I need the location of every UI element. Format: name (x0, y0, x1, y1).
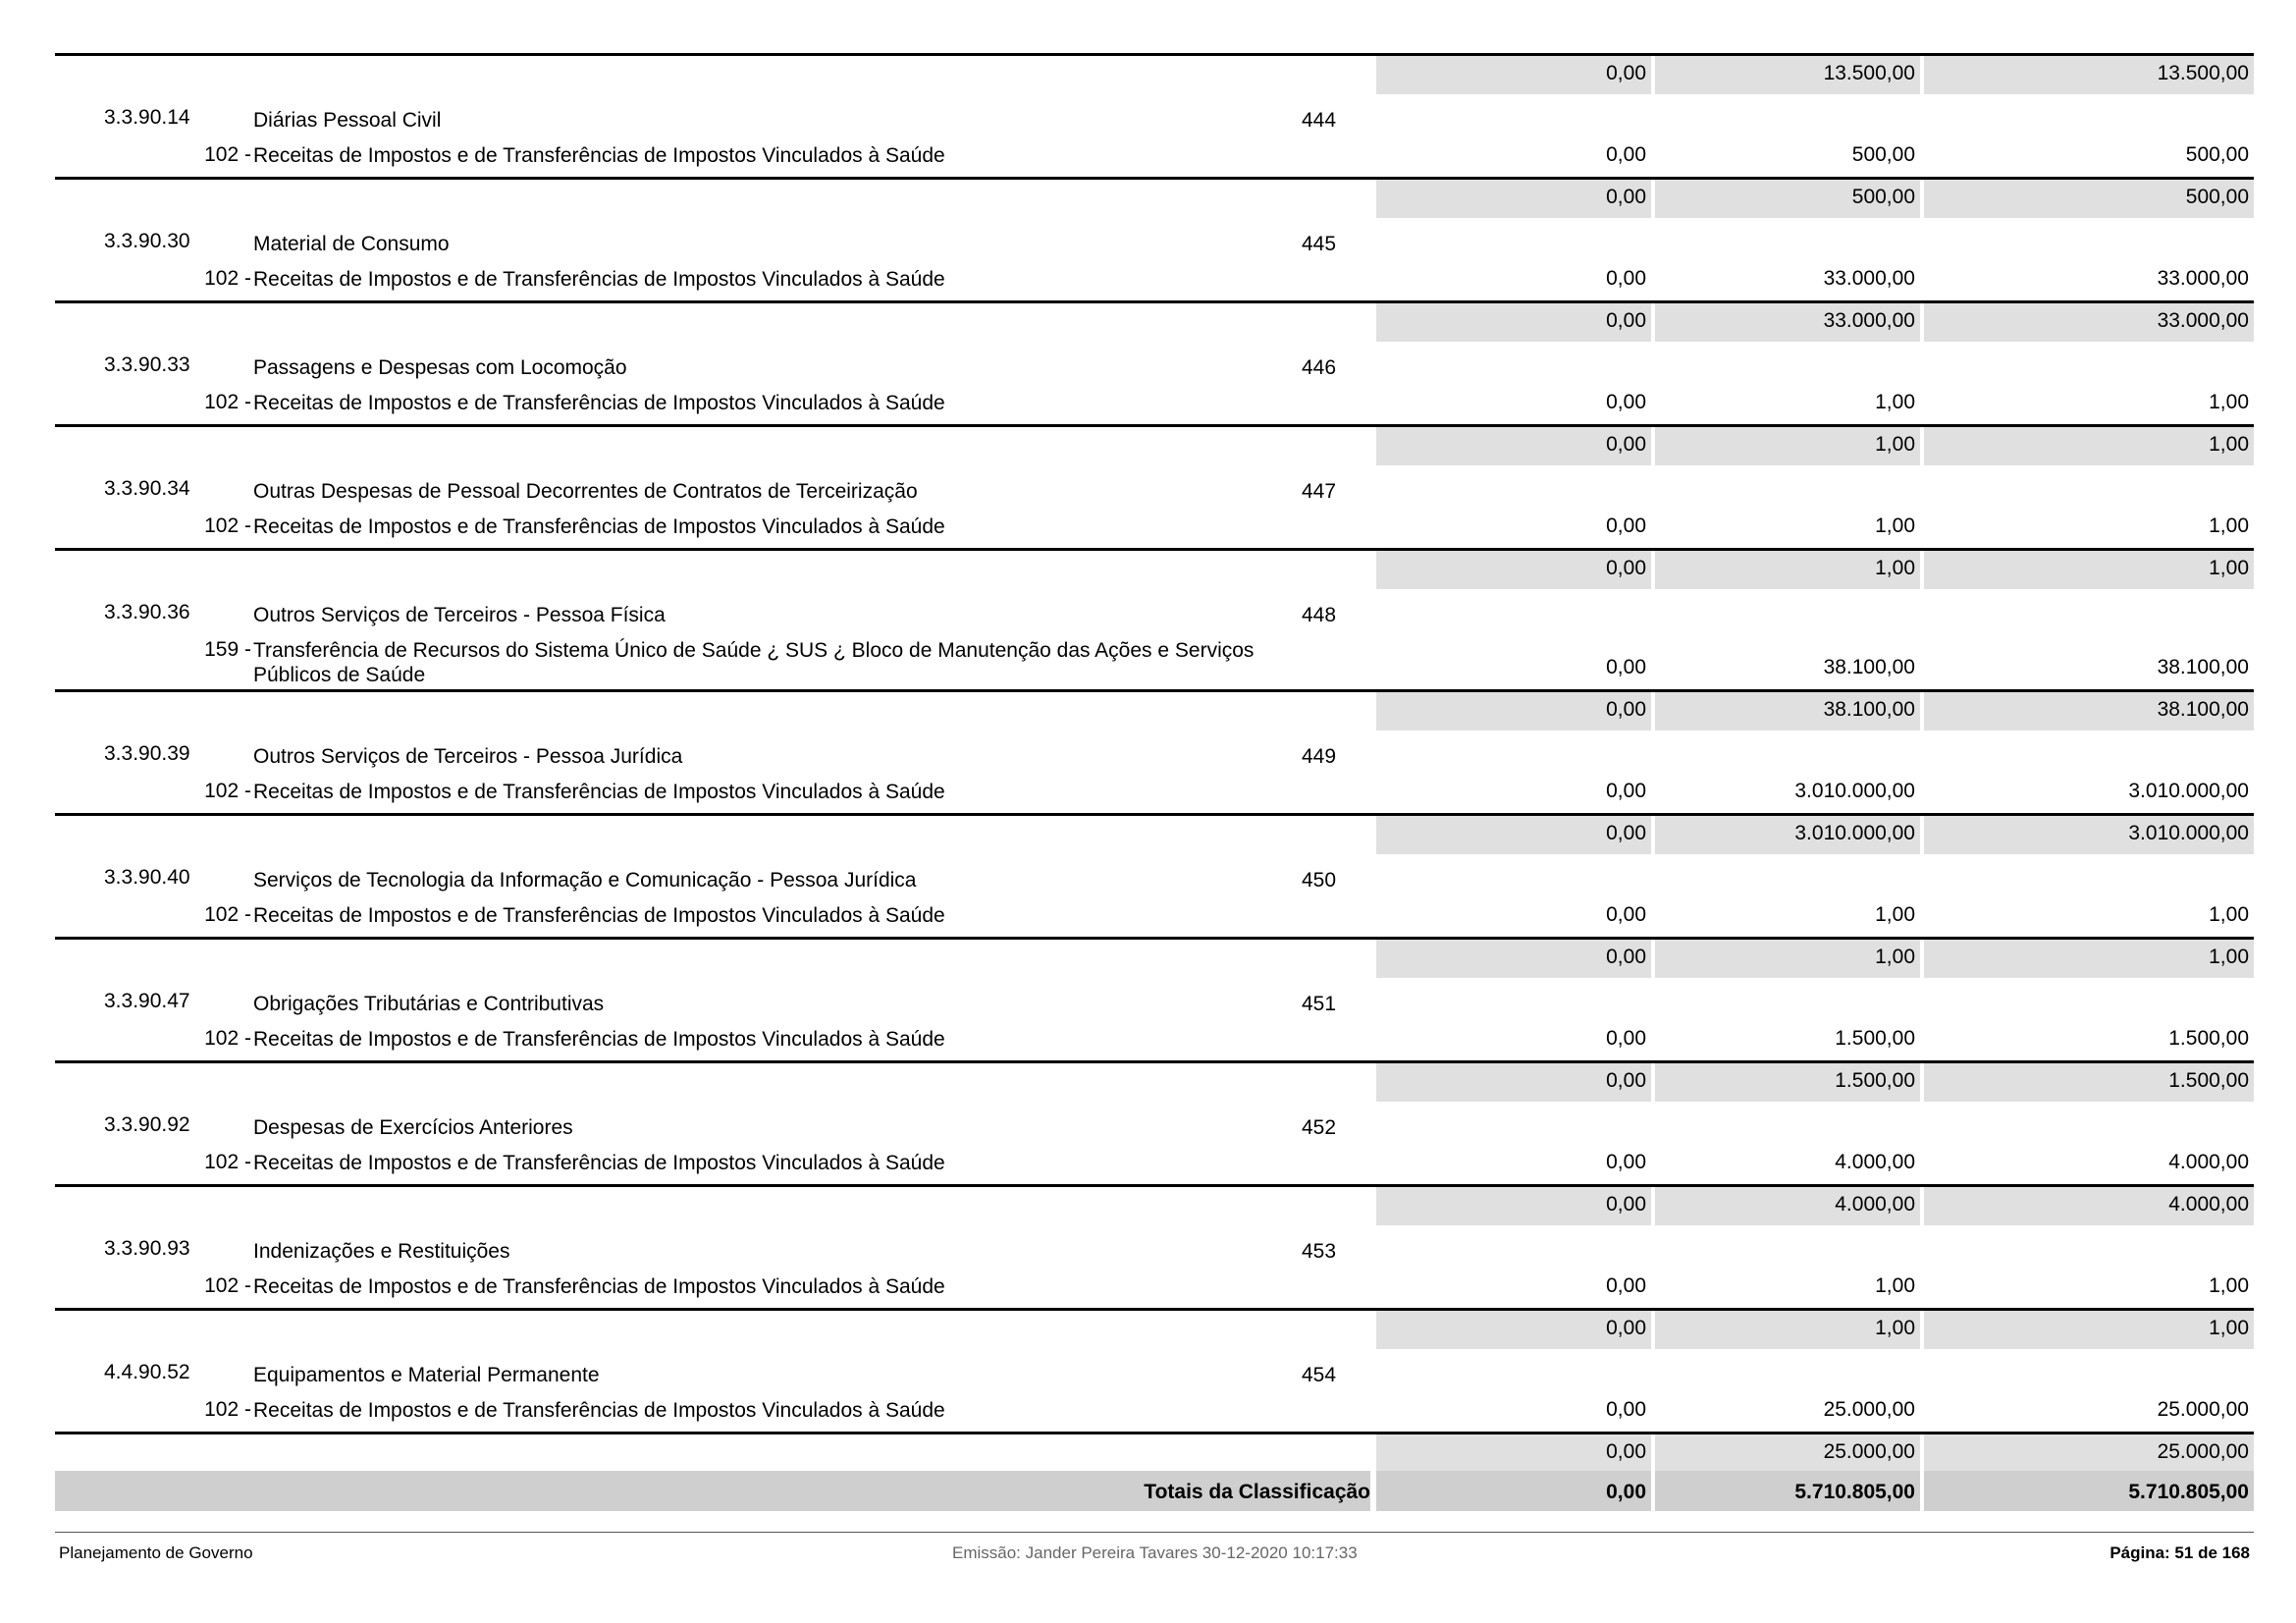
subtotal-value-1: 0,00 (1606, 1317, 1646, 1339)
source-code: 102 - (204, 1398, 251, 1421)
footer-emission: Emissão: Jander Pereira Tavares 30-12-2020 10:17:33 (952, 1543, 1358, 1562)
value-col-3: 25.000,00 (2157, 1398, 2249, 1421)
source-code: 102 - (204, 1274, 251, 1297)
value-col-3: 1,00 (2209, 514, 2249, 537)
footer-divider (55, 1532, 2254, 1533)
subtotal-value-2: 33.000,00 (1823, 309, 1915, 332)
value-col-1: 0,00 (1606, 656, 1646, 678)
subtotal-value-1: 0,00 (1606, 433, 1646, 456)
subtotal-value-3: 13.500,00 (2157, 62, 2249, 84)
classification-description: Diárias Pessoal Civil (253, 109, 442, 132)
value-col-2: 500,00 (1851, 143, 1915, 166)
source-code: 102 - (204, 267, 251, 290)
source-code: 102 - (204, 143, 251, 166)
sequence-number: 446 (1302, 356, 1337, 379)
subtotal-value-1: 0,00 (1606, 1193, 1646, 1216)
value-col-2: 3.010.000,00 (1794, 780, 1915, 802)
column-gap (1651, 1471, 1655, 1511)
subtotal-value-2: 1,00 (1875, 946, 1915, 968)
value-col-1: 0,00 (1606, 391, 1646, 413)
footer-page-number: Página: 51 de 168 (2109, 1543, 2250, 1562)
subtotal-value-3: 33.000,00 (2157, 309, 2249, 332)
value-col-1: 0,00 (1606, 1027, 1646, 1050)
value-col-2: 25.000,00 (1823, 1398, 1915, 1421)
value-col-3: 3.010.000,00 (2128, 780, 2249, 802)
subtotal-value-2: 13.500,00 (1823, 62, 1915, 84)
sequence-number: 450 (1302, 869, 1337, 892)
value-col-1: 0,00 (1606, 780, 1646, 802)
source-code: 102 - (204, 903, 251, 926)
totals-value-1: 0,00 (1606, 1481, 1646, 1503)
classification-code: 3.3.90.36 (104, 601, 190, 623)
totals-value-2: 5.710.805,00 (1794, 1481, 1915, 1503)
subtotal-value-3: 25.000,00 (2157, 1440, 2249, 1463)
sequence-number: 452 (1302, 1116, 1337, 1139)
source-description: Receitas de Impostos e de Transferências de Impostos Vinculados à Saúde (253, 904, 945, 927)
classification-code: 3.3.90.34 (104, 477, 190, 500)
source-code: 159 - (204, 638, 251, 661)
subtotal-value-3: 3.010.000,00 (2128, 822, 2249, 844)
value-col-3: 1.500,00 (2168, 1027, 2249, 1050)
subtotal-value-3: 1,00 (2209, 557, 2249, 579)
totals-label: Totais da Classificação (1144, 1481, 1370, 1503)
source-description: Transferência de Recursos do Sistema Único de Saúde ¿ SUS ¿ Bloco de Manutenção das Ações e Serviços Públicos de Saúde (253, 639, 1255, 686)
column-gap (1920, 1471, 1924, 1511)
value-col-3: 1,00 (2209, 391, 2249, 413)
source-code: 102 - (204, 780, 251, 802)
value-col-2: 1,00 (1875, 391, 1915, 413)
value-col-2: 1,00 (1875, 903, 1915, 926)
sequence-number: 454 (1302, 1364, 1337, 1386)
subtotal-value-2: 1,00 (1875, 433, 1915, 456)
source-description: Receitas de Impostos e de Transferências de Impostos Vinculados à Saúde (253, 515, 945, 538)
classification-description: Material de Consumo (253, 233, 450, 255)
sequence-number: 451 (1302, 993, 1337, 1015)
subtotal-value-3: 1,00 (2209, 433, 2249, 456)
column-gap (1370, 1471, 1376, 1511)
subtotal-value-1: 0,00 (1606, 309, 1646, 332)
value-col-2: 1,00 (1875, 514, 1915, 537)
source-code: 102 - (204, 1151, 251, 1173)
classification-code: 3.3.90.39 (104, 742, 190, 765)
value-col-2: 1.500,00 (1835, 1027, 1915, 1050)
sequence-number: 444 (1302, 109, 1337, 132)
value-col-1: 0,00 (1606, 514, 1646, 537)
totals-value-3: 5.710.805,00 (2128, 1481, 2249, 1503)
source-code: 102 - (204, 1027, 251, 1050)
classification-description: Indenizações e Restituições (253, 1240, 510, 1263)
subtotal-value-3: 1,00 (2209, 946, 2249, 968)
source-description: Receitas de Impostos e de Transferências de Impostos Vinculados à Saúde (253, 144, 945, 167)
subtotal-value-2: 25.000,00 (1823, 1440, 1915, 1463)
subtotal-value-2: 1.500,00 (1835, 1069, 1915, 1092)
source-description: Receitas de Impostos e de Transferências de Impostos Vinculados à Saúde (253, 1275, 945, 1298)
classification-code: 3.3.90.40 (104, 866, 190, 889)
value-col-2: 38.100,00 (1823, 656, 1915, 678)
source-description: Receitas de Impostos e de Transferências de Impostos Vinculados à Saúde (253, 1152, 945, 1174)
value-col-1: 0,00 (1606, 1151, 1646, 1173)
subtotal-value-1: 0,00 (1606, 62, 1646, 84)
subtotal-value-2: 4.000,00 (1835, 1193, 1915, 1216)
subtotal-value-2: 3.010.000,00 (1794, 822, 1915, 844)
sequence-number: 445 (1302, 233, 1337, 255)
subtotal-value-1: 0,00 (1606, 822, 1646, 844)
subtotal-value-1: 0,00 (1606, 1440, 1646, 1463)
value-col-1: 0,00 (1606, 1274, 1646, 1297)
value-col-3: 1,00 (2209, 1274, 2249, 1297)
value-col-1: 0,00 (1606, 1398, 1646, 1421)
classification-description: Equipamentos e Material Permanente (253, 1364, 600, 1386)
value-col-2: 1,00 (1875, 1274, 1915, 1297)
subtotal-value-1: 0,00 (1606, 698, 1646, 721)
sequence-number: 447 (1302, 480, 1337, 503)
classification-code: 3.3.90.93 (104, 1237, 190, 1260)
classification-code: 4.4.90.52 (104, 1361, 190, 1383)
classification-code: 3.3.90.14 (104, 106, 190, 129)
source-code: 102 - (204, 514, 251, 537)
subtotal-value-3: 38.100,00 (2157, 698, 2249, 721)
source-description: Receitas de Impostos e de Transferências de Impostos Vinculados à Saúde (253, 781, 945, 803)
value-col-3: 4.000,00 (2168, 1151, 2249, 1173)
subtotal-value-2: 1,00 (1875, 557, 1915, 579)
subtotal-value-3: 500,00 (2185, 186, 2249, 208)
value-col-3: 38.100,00 (2157, 656, 2249, 678)
classification-description: Outras Despesas de Pessoal Decorrentes de Contratos de Terceirização (253, 480, 918, 503)
subtotal-value-3: 4.000,00 (2168, 1193, 2249, 1216)
value-col-3: 1,00 (2209, 903, 2249, 926)
subtotal-value-2: 38.100,00 (1823, 698, 1915, 721)
subtotal-value-2: 500,00 (1851, 186, 1915, 208)
value-col-2: 33.000,00 (1823, 267, 1915, 290)
value-col-1: 0,00 (1606, 903, 1646, 926)
value-col-3: 33.000,00 (2157, 267, 2249, 290)
source-description: Receitas de Impostos e de Transferências de Impostos Vinculados à Saúde (253, 1399, 945, 1422)
classification-description: Outros Serviços de Terceiros - Pessoa Física (253, 604, 666, 626)
subtotal-value-1: 0,00 (1606, 186, 1646, 208)
classification-code: 3.3.90.47 (104, 990, 190, 1012)
subtotal-value-1: 0,00 (1606, 946, 1646, 968)
sequence-number: 449 (1302, 745, 1337, 768)
classification-description: Passagens e Despesas com Locomoção (253, 356, 627, 379)
subtotal-value-1: 0,00 (1606, 1069, 1646, 1092)
classification-description: Serviços de Tecnologia da Informação e Comunicação - Pessoa Jurídica (253, 869, 917, 892)
classification-code: 3.3.90.30 (104, 230, 190, 252)
value-col-3: 500,00 (2185, 143, 2249, 166)
footer-title: Planejamento de Governo (59, 1543, 253, 1562)
classification-code: 3.3.90.33 (104, 353, 190, 376)
sequence-number: 453 (1302, 1240, 1337, 1263)
subtotal-value-3: 1,00 (2209, 1317, 2249, 1339)
subtotal-value-2: 1,00 (1875, 1317, 1915, 1339)
subtotal-value-1: 0,00 (1606, 557, 1646, 579)
subtotal-value-3: 1.500,00 (2168, 1069, 2249, 1092)
source-description: Receitas de Impostos e de Transferências de Impostos Vinculados à Saúde (253, 1028, 945, 1051)
classification-description: Obrigações Tributárias e Contributivas (253, 993, 605, 1015)
source-description: Receitas de Impostos e de Transferências de Impostos Vinculados à Saúde (253, 392, 945, 414)
source-description: Receitas de Impostos e de Transferências de Impostos Vinculados à Saúde (253, 268, 945, 291)
classification-description: Outros Serviços de Terceiros - Pessoa Jurídica (253, 745, 683, 768)
sequence-number: 448 (1302, 604, 1337, 626)
classification-description: Despesas de Exercícios Anteriores (253, 1116, 573, 1139)
value-col-1: 0,00 (1606, 267, 1646, 290)
value-col-2: 4.000,00 (1835, 1151, 1915, 1173)
classification-code: 3.3.90.92 (104, 1113, 190, 1136)
source-code: 102 - (204, 391, 251, 413)
value-col-1: 0,00 (1606, 143, 1646, 166)
